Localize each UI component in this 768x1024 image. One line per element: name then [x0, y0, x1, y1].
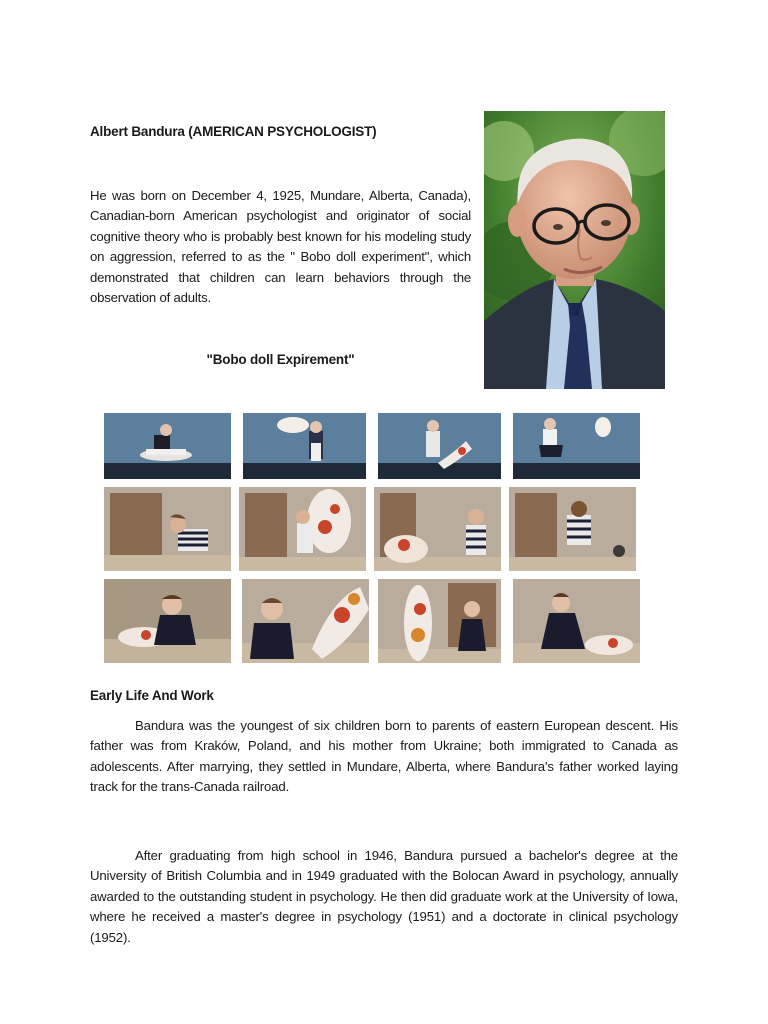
experiment-caption: "Bobo doll Expirement"	[206, 352, 355, 367]
section-heading-early-life: Early Life And Work	[90, 688, 214, 703]
experiment-photo	[513, 579, 640, 663]
page-title: Albert Bandura (AMERICAN PSYCHOLOGIST)	[90, 124, 377, 139]
intro-paragraph: He was born on December 4, 1925, Mundare, Alberta, Canada), Canadian-born American psychologist and originator of social cognitive theory who is probably best known for his modeling study on aggression, referred to as the " Bobo doll experiment", which demonstrated that children can learn behaviors through the observation of adults.	[90, 188, 471, 306]
experiment-photo	[513, 413, 640, 479]
experiment-photo	[243, 413, 366, 479]
experiment-photo	[242, 579, 369, 663]
experiment-photo	[104, 413, 231, 479]
bandura-portrait	[484, 111, 665, 389]
experiment-photo	[509, 487, 636, 571]
experiment-photo	[104, 487, 231, 571]
bobo-doll-photo-grid	[104, 413, 640, 665]
early-life-paragraph-2: After graduating from high school in 1946, Bandura pursued a bachelor's degree at the University of British Columbia and in 1949 graduated with the Bolocan Award in psychology, annually awarded to the outstanding student in psychology. He then did graduate work at the University of Iowa, where he received a master's degree in psychology (1951) and a doctorate in clinical psychology (1952).	[90, 848, 678, 945]
experiment-photo	[374, 487, 501, 571]
experiment-photo	[378, 579, 501, 663]
experiment-photo	[378, 413, 501, 479]
experiment-photo	[104, 579, 231, 663]
early-life-paragraph-1: Bandura was the youngest of six children born to parents of eastern European descent. His father was from Kraków, Poland, and his mother from Ukraine; both immigrated to Canada as adolescents. After marrying, they settled in Mundare, Alberta, where Bandura's father worked laying track for the trans-Canada railroad.	[90, 718, 678, 795]
experiment-photo	[239, 487, 366, 571]
